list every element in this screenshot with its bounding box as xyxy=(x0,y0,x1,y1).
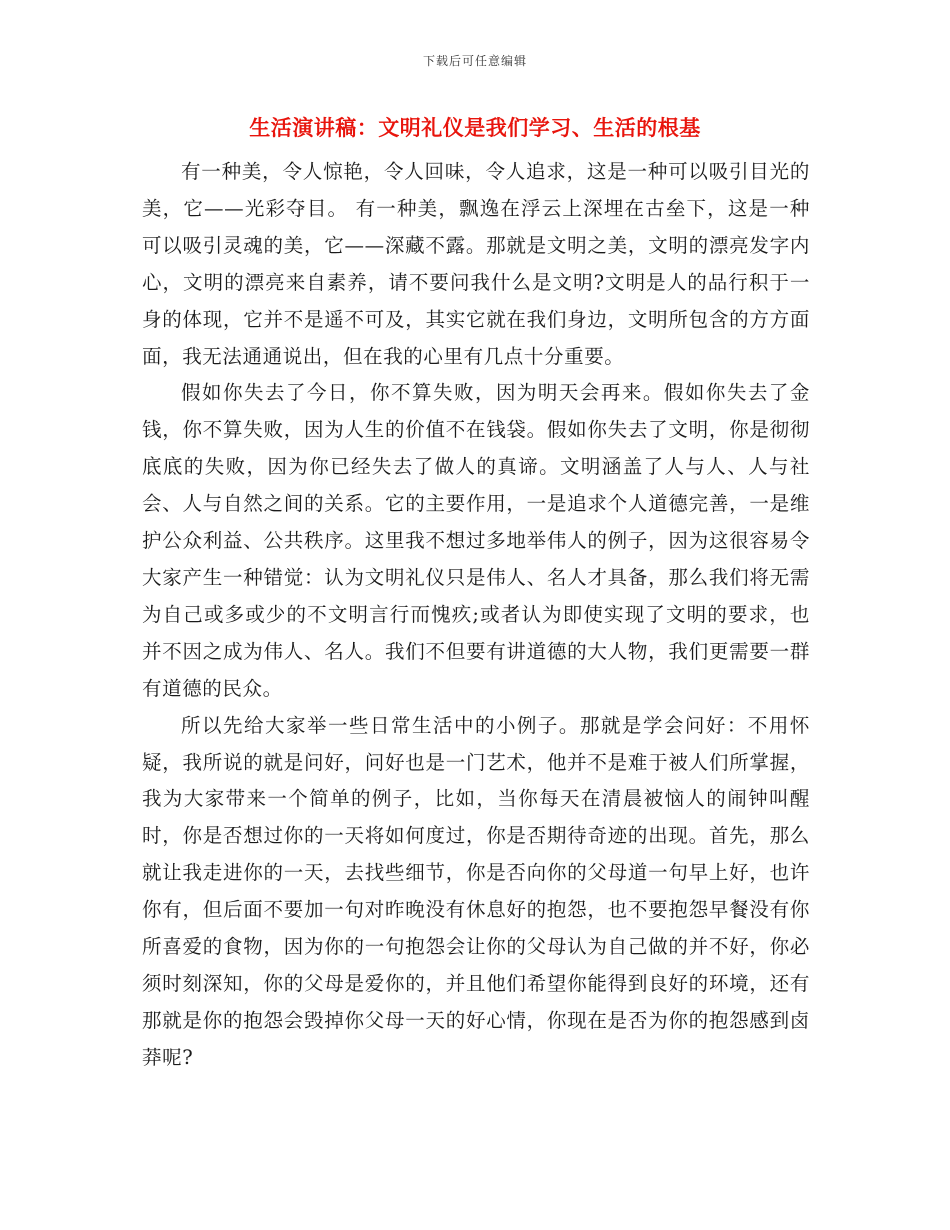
paragraph: 假如你失去了今日，你不算失败，因为明天会再来。假如你失去了金钱，你不算失败，因为人生的价值不在钱袋。假如你失去了文明，你是彻彻底底的失败，因为你已经失去了做人的真谛。文明涵盖了人与人、人与社会、人与自然之间的关系。它的主要作用，一是追求个人道德完善，一是维护公众利益、公共秩序。这里我不想过多地举伟人的例子，因为这很容易令大家产生一种错觉：认为文明礼仪只是伟人、名人才具备，那么我们将无需为自己或多或少的不文明言行而愧疚;或者认为即使实现了文明的要求，也并不因之成为伟人、名人。我们不但要有讲道德的大人物，我们更需要一群有道德的民众。 xyxy=(142,381,810,700)
document-title: 生活演讲稿：文明礼仪是我们学习、生活的根基 xyxy=(249,115,701,140)
header-note: 下载后可任意编辑 xyxy=(422,54,527,68)
document-body xyxy=(142,154,810,1077)
paragraph: 有一种美，令人惊艳，令人回味，令人追求，这是一种可以吸引目光的美，它——光彩夺目。 有一种美，飘逸在浮云上深埋在古垒下，这是一种可以吸引灵魂的美，它——深藏不露。那就是文明之美，文明的漂亮发字内心，文明的漂亮来自素养，请不要问我什么是文明?文明是人的品行积于一身的体现，它并不是遥不可及，其实它就在我们身边，文明所包含的方方面面，我无法通通说出，但在我的心里有几点十分重要。 xyxy=(142,160,810,368)
paragraph: 所以先给大家举一些日常生活中的小例子。那就是学会问好：不用怀疑，我所说的就是问好，问好也是一门艺术，他并不是难于被人们所掌握，我为大家带来一个简单的例子，比如，当你每天在清晨被恼人的闹钟叫醒时，你是否想过你的一天将如何度过，你是否期待奇迹的出现。首先，那么就让我走进你的一天，去找些细节，你是否向你的父母道一句早上好，也许你有，但后面不要加一句对昨晚没有休息好的抱怨，也不要抱怨早餐没有你所喜爱的食物，因为你的一句抱怨会让你的父母认为自己做的并不好，你必须时刻深知，你的父母是爱你的，并且他们希望你能得到良好的环境，还有那就是你的抱怨会毁掉你父母一天的好心情，你现在是否为你的抱怨感到卤莽呢? xyxy=(142,713,810,1069)
